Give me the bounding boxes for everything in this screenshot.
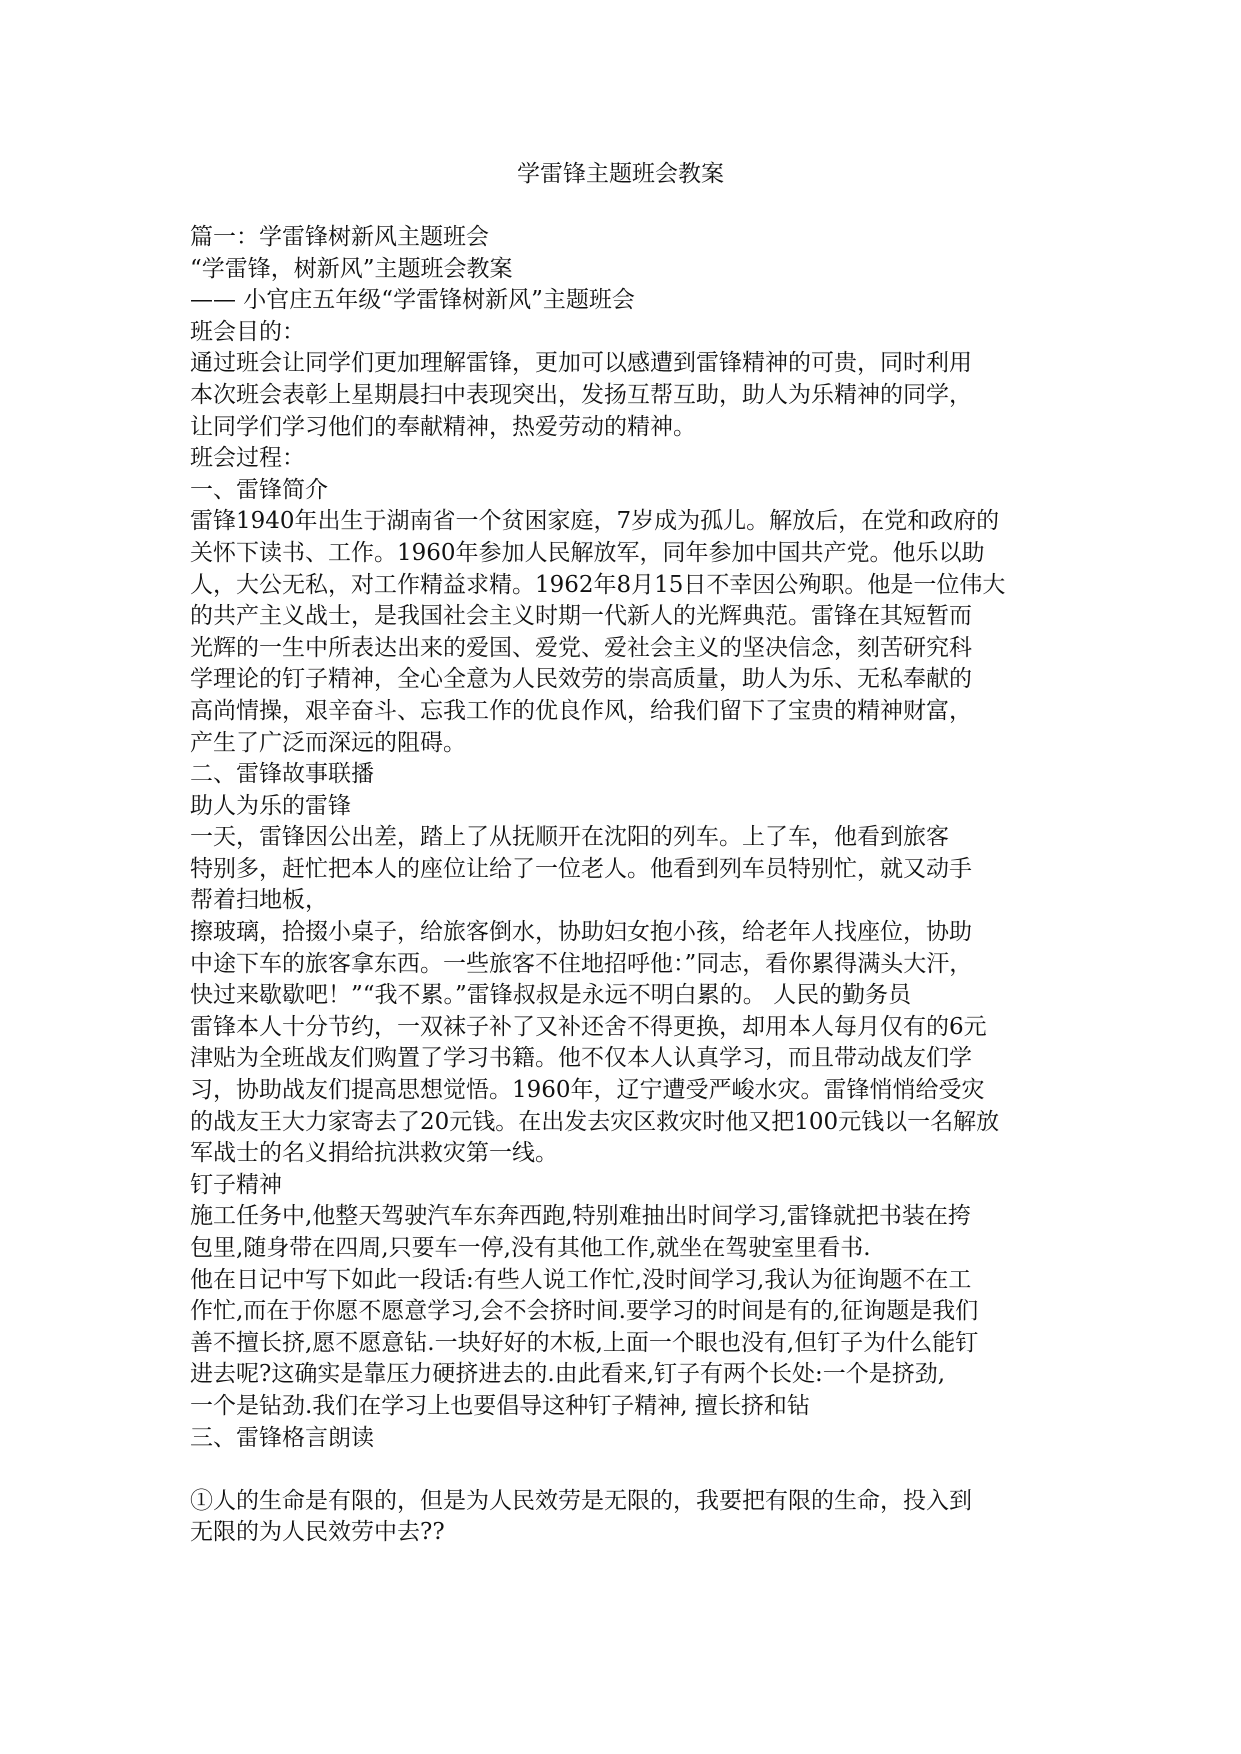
text-line: 特别多，赶忙把本人的座位让给了一位老人。他看到列车员特别忙，就又动手 [190,855,972,882]
text-line: 关怀下读书、工作。1960年参加人民解放军，同年参加中国共产党。他乐以助 [190,539,985,566]
text-line: 的共产主义战士，是我国社会主义时期一代新人的光辉典范。雷锋在其短暂而 [190,603,972,630]
blank-line [190,1454,1070,1486]
text-line: 本次班会表彰上星期晨扫中表现突出，发扬互帮互助，助人为乐精神的同学， [190,381,972,408]
text-line: 军战士的名义捐给抗洪救灾第一线。 [190,1140,558,1167]
text-line: 雷锋本人十分节约，一双袜子补了又补还舍不得更换，却用本人每月仅有的6元 [190,1013,987,1040]
text-line: 助人为乐的雷锋 [190,792,351,819]
text-line: 一天，雷锋因公出差，踏上了从抚顺开在沈阳的列车。上了车，他看到旅客 [190,824,949,851]
text-line: 善不擅长挤,愿不愿意钻.一块好好的木板,上面一个眼也没有,但钉子为什么能钉 [190,1329,979,1356]
text-line: 学理论的钉子精神，全心全意为人民效劳的崇高质量，助人为乐、无私奉献的 [190,666,972,693]
text-line: 高尚情操，艰辛奋斗、忘我工作的优良作风，给我们留下了宝贵的精神财富， [190,697,972,724]
text-line: 中途下车的旅客拿东西。一些旅客不住地招呼他：”同志，看你累得满头大汗， [190,950,973,977]
text-line: 人，大公无私，对工作精益求精。1962年8月15日不幸因公殉职。他是一位伟大 [190,571,1006,598]
document-body [190,222,1070,1549]
text-line: 二、雷锋故事联播 [190,761,374,788]
text-line: 习，协助战友们提高思想觉悟。1960年，辽宁遭受严峻水灾。雷锋悄悄给受灾 [190,1077,985,1104]
text-line: 施工任务中,他整天驾驶汽车东奔西跑,特别难抽出时间学习,雷锋就把书装在挎 [190,1203,971,1230]
text-line: 无限的为人民效劳中去?? [190,1519,445,1546]
text-line: 作忙,而在于你愿不愿意学习,会不会挤时间.要学习的时间是有的,征询题是我们 [190,1298,979,1325]
text-line: 班会目的： [190,318,305,345]
text-line: 雷锋1940年出生于湖南省一个贫困家庭，7岁成为孤儿。解放后，在党和政府的 [190,508,1000,535]
text-line: 产生了广泛而深远的阻碍。 [190,729,466,756]
text-line: “学雷锋，树新风”主题班会教案 [190,255,513,282]
text-line: 津贴为全班战友们购置了学习书籍。他不仅本人认真学习，而且带动战友们学 [190,1045,972,1072]
document-title: 学雷锋主题班会教案 [517,161,724,187]
text-line: 篇一：学雷锋树新风主题班会 [190,224,489,250]
text-line: 进去呢?这确实是靠压力硬挤进去的.由此看来,钉子有两个长处:一个是挤劲, [190,1361,946,1388]
text-line: ①人的生命是有限的，但是为人民效劳是无限的，我要把有限的生命，投入到 [190,1487,972,1514]
text-line: 班会过程： [190,445,305,472]
text-line: 通过班会让同学们更加理解雷锋，更加可以感遭到雷锋精神的可贵，同时利用 [190,350,972,377]
text-line: 钉子精神 [190,1171,282,1198]
text-line: 光辉的一生中所表达出来的爱国、爱党、爱社会主义的坚决信念，刻苦研究科 [190,634,972,661]
text-line: 让同学们学习他们的奉献精神，热爱劳动的精神。 [190,413,696,440]
text-line: 一、雷锋简介 [190,476,328,503]
text-line: —— 小官庄五年级“学雷锋树新风”主题班会 [190,287,635,314]
text-line: 的战友王大力家寄去了20元钱。在出发去灾区救灾时他又把100元钱以一名解放 [190,1108,1000,1135]
text-line: 快过来歇歇吧！”“我不累。”雷锋叔叔是永远不明白累的。 人民的勤务员 [190,982,912,1009]
text-line: 帮着扫地板， [190,887,328,914]
text-line: 包里,随身带在四周,只要车一停,没有其他工作,就坐在驾驶室里看书. [190,1235,871,1261]
text-line: 三、雷锋格言朗读 [190,1424,374,1451]
text-line: 一个是钻劲.我们在学习上也要倡导这种钉子精神, 擅长挤和钻 [190,1392,810,1419]
text-line: 他在日记中写下如此一段话:有些人说工作忙,没时间学习,我认为征询题不在工 [190,1266,972,1293]
text-line: 擦玻璃，拾掇小桌子，给旅客倒水，协助妇女抱小孩，给老年人找座位，协助 [190,919,972,946]
